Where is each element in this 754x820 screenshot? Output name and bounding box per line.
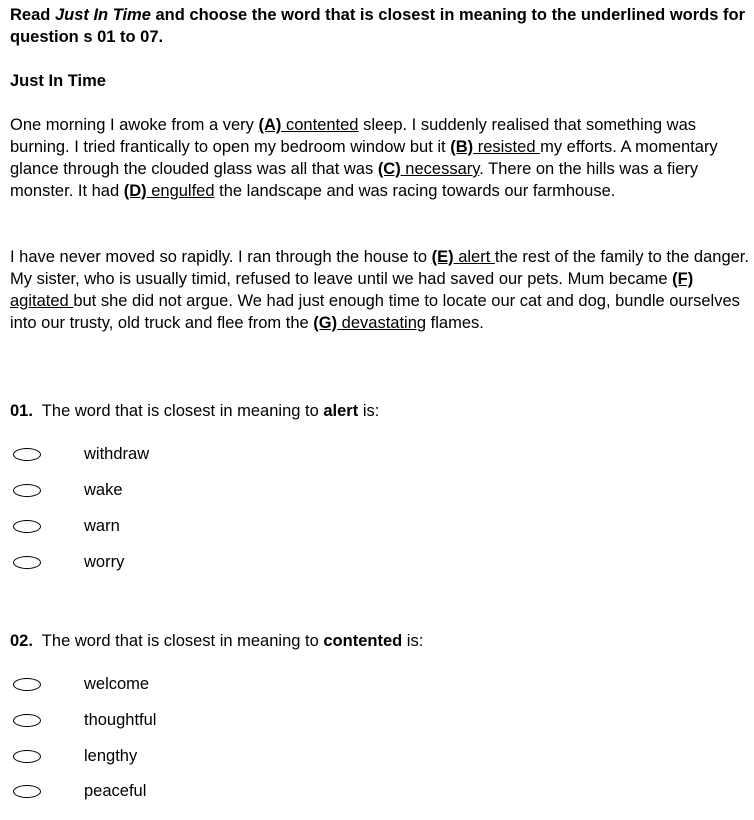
question-02-option-2[interactable] — [0, 709, 300, 731]
answer-bubble[interactable] — [13, 750, 41, 763]
instructions-text: Read — [10, 6, 55, 24]
question-02-option-4[interactable] — [0, 780, 300, 802]
answer-bubble[interactable] — [13, 484, 41, 497]
marker-e: (E) — [431, 248, 454, 266]
marker-a: (A) — [258, 116, 282, 134]
question-01-option-4[interactable] — [0, 551, 300, 573]
question-01-option-3[interactable] — [0, 515, 300, 537]
underlined-word-d: engulfed — [146, 182, 215, 200]
option-label: welcome — [84, 675, 150, 693]
paragraph-text: but she did not argue. We had just enough time to locate our cat and dog, bundle ourselves into our trusty, old truck and flee from the — [10, 292, 740, 332]
instructions-text-continued: and choose the word that is closest in meaning to the underlined words for question s 01 to 07. — [10, 6, 745, 46]
question-text: The word that is closest in meaning to — [32, 632, 324, 650]
question-01-prompt — [10, 400, 379, 422]
option-label: wake — [84, 481, 123, 499]
underlined-word-a: contented — [281, 116, 359, 134]
question-number: 01. — [10, 402, 33, 420]
story-paragraph-1 — [10, 114, 750, 202]
underlined-word-f: agitated — [10, 292, 74, 310]
option-label: thoughtful — [84, 711, 157, 729]
question-text-end: is: — [358, 402, 380, 420]
underlined-word-g: devastating — [337, 314, 427, 332]
marker-g: (G) — [313, 314, 338, 332]
story-title: Just In Time — [10, 72, 106, 90]
option-label: lengthy — [84, 747, 138, 765]
question-02-option-1[interactable] — [0, 673, 300, 695]
answer-bubble[interactable] — [13, 448, 41, 461]
instructions-story-title: Just In Time — [54, 6, 151, 24]
paragraph-text: I have never moved so rapidly. I ran through the house to — [10, 248, 432, 266]
option-label: worry — [84, 553, 125, 571]
underlined-word-e: alert — [453, 248, 495, 266]
paragraph-text: . There on the hills was a fiery monster. It had — [10, 160, 699, 200]
question-number: 02. — [10, 632, 33, 650]
answer-bubble[interactable] — [13, 520, 41, 533]
option-label: peaceful — [84, 782, 147, 800]
marker-d: (D) — [123, 182, 147, 200]
paragraph-text: the landscape and was racing towards our farmhouse. — [214, 182, 616, 200]
question-keyword: contented — [323, 632, 403, 650]
instructions — [10, 4, 750, 48]
story-paragraph-2 — [10, 246, 750, 334]
option-label: withdraw — [84, 445, 150, 463]
answer-bubble[interactable] — [13, 714, 41, 727]
paragraph-text: One morning I awoke from a very — [10, 116, 259, 134]
paragraph-text: my efforts. A momentary glance through the clouded glass was all that was — [10, 138, 718, 178]
question-text-end: is: — [402, 632, 424, 650]
paragraph-text: flames. — [426, 314, 484, 332]
marker-c: (C) — [377, 160, 401, 178]
paragraph-text: the rest of the family to the danger. My sister, who is usually timid, refused to leave until we had saved our pets. Mum became — [10, 248, 749, 288]
question-02-option-3[interactable] — [0, 745, 300, 767]
answer-bubble[interactable] — [13, 678, 41, 691]
underlined-word-c: necessary — [400, 160, 480, 178]
answer-bubble[interactable] — [13, 785, 41, 798]
answer-bubble[interactable] — [13, 556, 41, 569]
marker-f: (F) — [672, 270, 694, 288]
question-01-option-1[interactable] — [0, 443, 300, 465]
question-keyword: alert — [323, 402, 359, 420]
marker-b: (B) — [450, 138, 474, 156]
underlined-word-b: resisted — [473, 138, 541, 156]
question-text: The word that is closest in meaning to — [32, 402, 324, 420]
option-label: warn — [84, 517, 120, 535]
paragraph-text: sleep. I suddenly realised that something was burning. I tried frantically to open my bedroom window but it — [10, 116, 697, 156]
question-01-option-2[interactable] — [0, 479, 300, 501]
question-02-prompt — [10, 630, 423, 652]
